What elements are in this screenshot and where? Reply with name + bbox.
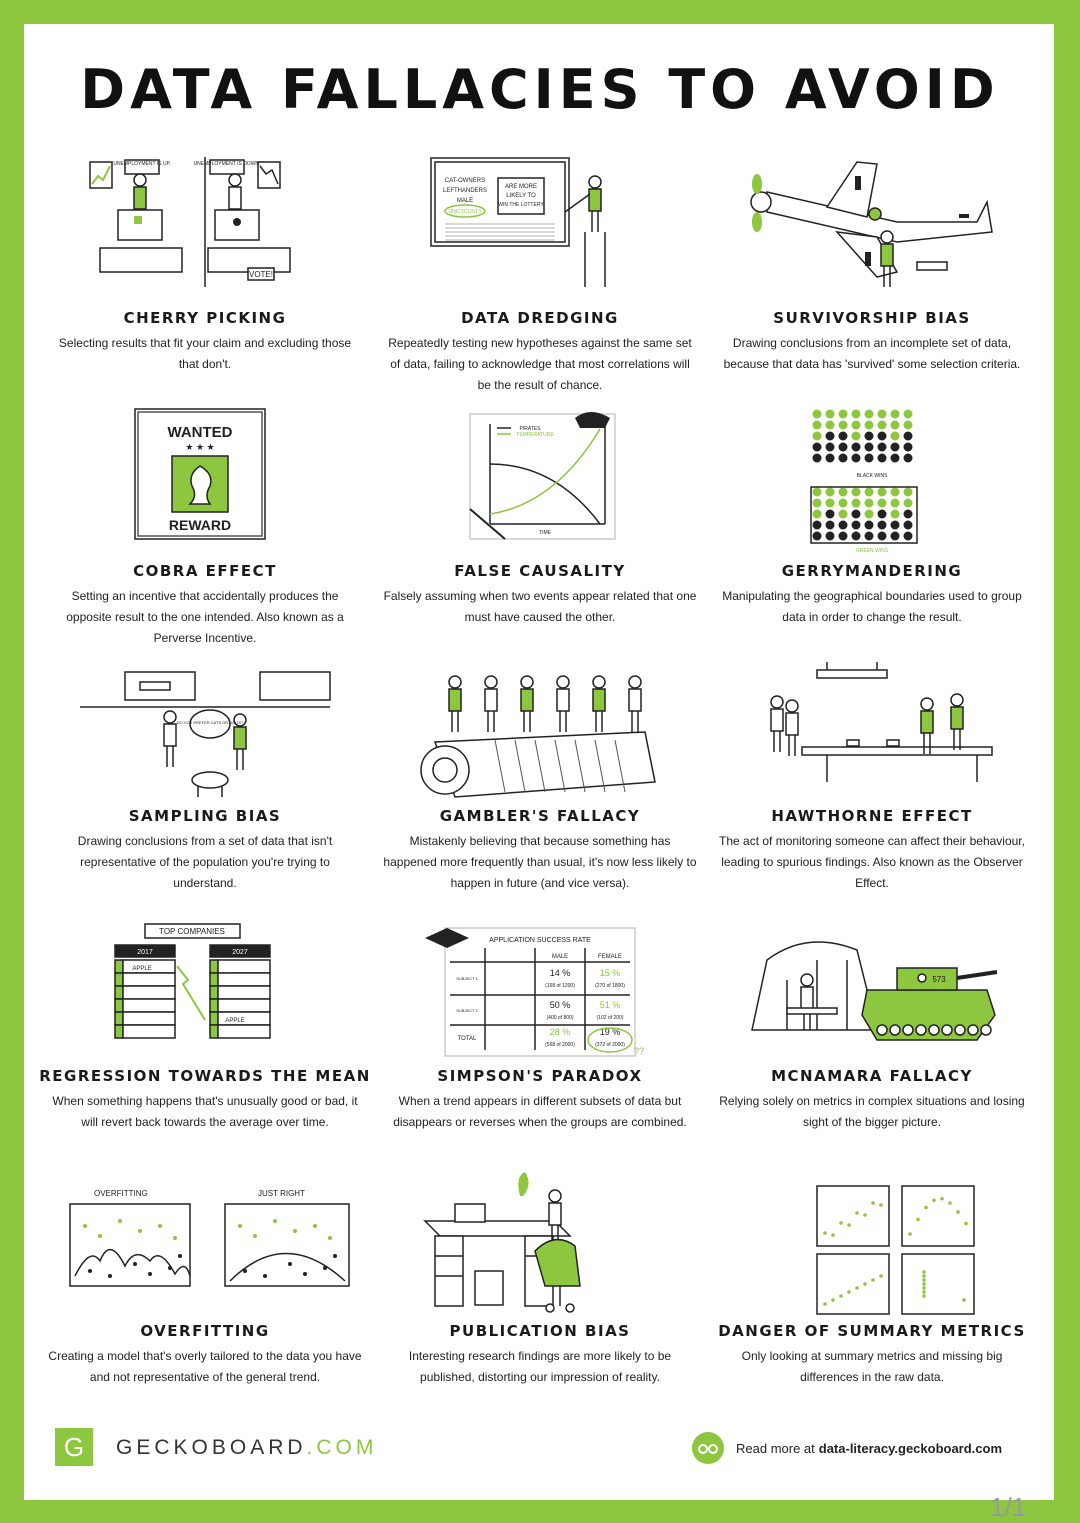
fallacy-title: PUBLICATION BIAS xyxy=(449,1322,631,1340)
illustration-text: TOP COMPANIES xyxy=(159,927,225,936)
page-title: DATA FALLACIES TO AVOID xyxy=(80,58,1000,121)
fallacy-title: SURVIVORSHIP BIAS xyxy=(773,309,971,327)
illustration-text: BLACK WINS xyxy=(856,473,888,479)
fallacy-description: Only looking at summary metrics and missing big differences in the raw data. xyxy=(741,1349,1003,1384)
fallacy-description: Drawing conclusions from an incomplete set of data, because that data has 'survived' some selection criteria. xyxy=(723,336,1021,371)
fallacy-description: Interesting research findings are more likely to be published, distorting our impression of reality. xyxy=(408,1349,672,1384)
illustration-text: (270 of 1800) xyxy=(595,983,625,989)
read-more-prefix: Read more at xyxy=(736,1440,815,1456)
read-more[interactable] xyxy=(692,1432,1002,1464)
fallacy-description: Relying solely on metrics in complex situations and losing sight of the bigger picture. xyxy=(719,1094,1025,1129)
page-indicator: 1/1 xyxy=(990,1492,1027,1522)
fallacy-description: When a trend appears in different subsets of data but disappears or reverses when the groups are combined. xyxy=(393,1094,687,1129)
roulette-table-icon xyxy=(415,662,665,802)
whiteboard-scientist-icon xyxy=(415,152,665,292)
read-more-link[interactable]: data-literacy.geckoboard.com xyxy=(818,1440,1003,1456)
fallacy-description: Mistakenly believing that because something has happened more frequently than usual, it's now less likely to happen in future (and vice versa). xyxy=(383,834,697,890)
illustration-text: 2027 xyxy=(232,949,248,956)
illustration-text: DO YOU PREFER CATS OR DOGS? xyxy=(176,720,244,725)
illustration-text: WIN THE LOTTERY xyxy=(498,202,544,208)
tank-tent-icon xyxy=(747,920,997,1060)
top-companies-ranking-icon xyxy=(80,920,330,1060)
fallacy-description: Manipulating the geographical boundaries used to group data in order to change the result. xyxy=(722,589,1022,624)
illustration-text: ★ ★ ★ xyxy=(185,442,215,452)
success-rate-table-icon xyxy=(415,920,665,1060)
illustration-text: ?? xyxy=(633,1046,645,1056)
fallacy-title: SIMPSON'S PARADOX xyxy=(437,1067,643,1085)
illustration-text: APPLICATION SUCCESS RATE xyxy=(489,937,591,944)
illustration-text: PIRATES xyxy=(519,426,541,432)
fallacy-title: DANGER OF SUMMARY METRICS xyxy=(718,1322,1026,1340)
illustration-text: UNICYCLISTS xyxy=(448,209,482,215)
illustration-text: APPLE xyxy=(132,966,152,972)
wanted-text: WANTED xyxy=(167,424,233,441)
fallacy-description: Creating a model that's overly tailored to the data you have and not representative of the general trend. xyxy=(48,1349,362,1384)
illustration-text: UNEMPLOYMENT IS DOWN. xyxy=(193,161,261,167)
illustration-text: APPLE xyxy=(225,1018,245,1024)
fallacy-description: When something happens that's unusually good or bad, it will revert back towards the average over time. xyxy=(52,1094,358,1129)
illustration-text: TEMPERATURE xyxy=(516,432,554,438)
fallacy-title: OVERFITTING xyxy=(140,1322,270,1340)
pirates-temperature-chart-icon xyxy=(415,404,665,544)
illustration-text: MALE xyxy=(456,198,474,204)
illustration-text: 50 % xyxy=(549,1000,571,1010)
illustration-text: (102 of 200) xyxy=(596,1015,624,1021)
fallacy-description: The act of monitoring someone can affect their behaviour, leading to spurious findings. Also known as the Observer Effect. xyxy=(719,834,1025,890)
illustration-text: OVERFITTING xyxy=(94,1189,148,1198)
illustration-text: 19 % xyxy=(599,1027,621,1037)
glasses-icon xyxy=(692,1432,724,1464)
brand-suffix: .COM xyxy=(306,1436,378,1459)
illustration-text: 14 % xyxy=(549,968,571,978)
airplane-icon xyxy=(747,152,997,292)
illustration-text: JUST RIGHT xyxy=(258,1189,305,1198)
illustration-text: VOTE! xyxy=(248,270,274,279)
illustration-text: 51 % xyxy=(599,1000,621,1010)
fallacy-title: HAWTHORNE EFFECT xyxy=(771,807,973,825)
illustration-text: SUBJECT 1 xyxy=(456,976,478,981)
fallacy-title: GAMBLER'S FALLACY xyxy=(439,807,641,825)
wanted-cobra-poster-icon xyxy=(80,404,330,544)
illustration-text: 15 % xyxy=(599,968,621,978)
fallacy-title: CHERRY PICKING xyxy=(123,309,287,327)
fallacy-description: Repeatedly testing new hypotheses against the same set of data, failing to acknowledge that most correlations will be the result of chance. xyxy=(388,336,692,392)
illustration-text: (400 of 800) xyxy=(546,1015,574,1021)
illustration-text: FEMALE xyxy=(597,954,623,960)
fallacy-title: DATA DREDGING xyxy=(461,309,619,327)
illustration-text: LEFTHANDERS xyxy=(442,188,488,194)
brand-name[interactable] xyxy=(116,1436,377,1460)
factory-observers-icon xyxy=(747,662,997,802)
illustration-text: TOTAL xyxy=(457,1036,477,1042)
dog-owners-survey-icon xyxy=(80,662,330,802)
illustration-text: GREEN WINS xyxy=(855,548,889,554)
illustration-text: (372 of 2000) xyxy=(595,1042,625,1048)
scatter-quartet-icon xyxy=(747,1176,997,1316)
voting-districts-icon xyxy=(747,404,997,554)
illustration-text: 2017 xyxy=(137,949,153,956)
fallacy-title: GERRYMANDERING xyxy=(781,562,963,580)
illustration-text: (568 of 2000) xyxy=(545,1042,575,1048)
illustration-text: LIKELY TO xyxy=(506,193,536,199)
fallacy-title: REGRESSION TOWARDS THE MEAN xyxy=(39,1067,371,1085)
illustration-text: SUBJECT 2 xyxy=(456,1008,478,1013)
illustration-text: TIME xyxy=(539,530,551,536)
fallacy-description: Selecting results that fit your claim and excluding those that don't. xyxy=(58,336,352,371)
fallacy-description: Setting an incentive that accidentally produces the opposite result to the one intended. Also known as a Perverse Incentive. xyxy=(66,589,344,645)
fallacy-title: COBRA EFFECT xyxy=(133,562,277,580)
illustration-text: ARE MORE xyxy=(504,184,538,190)
illustration-text: (168 of 1200) xyxy=(545,983,575,989)
fallacy-description: Drawing conclusions from a set of data that isn't representative of the population you're trying to understand. xyxy=(77,834,333,890)
fallacy-title: SAMPLING BIAS xyxy=(128,807,282,825)
fallacy-title: FALSE CAUSALITY xyxy=(454,562,626,580)
illustration-text: 28 % xyxy=(549,1027,571,1037)
reward-text: REWARD xyxy=(168,517,232,533)
model-fit-icon xyxy=(80,1176,330,1316)
illustration-text: MALE xyxy=(551,954,569,960)
illustration-text: CAT-OWNERS xyxy=(444,178,486,184)
illustration-text: 573 xyxy=(932,975,946,984)
podium-debate-icon xyxy=(80,152,330,292)
geckoboard-logo[interactable]: G xyxy=(55,1428,93,1466)
fallacy-title: MCNAMARA FALLACY xyxy=(771,1067,973,1085)
brand-main: GECKOBOARD xyxy=(116,1436,307,1459)
researcher-desk-icon xyxy=(415,1176,665,1316)
illustration-text: UNEMPLOYMENT IS UP. xyxy=(113,161,171,167)
fallacy-description: Falsely assuming when two events appear related that one must have caused the other. xyxy=(383,589,697,624)
